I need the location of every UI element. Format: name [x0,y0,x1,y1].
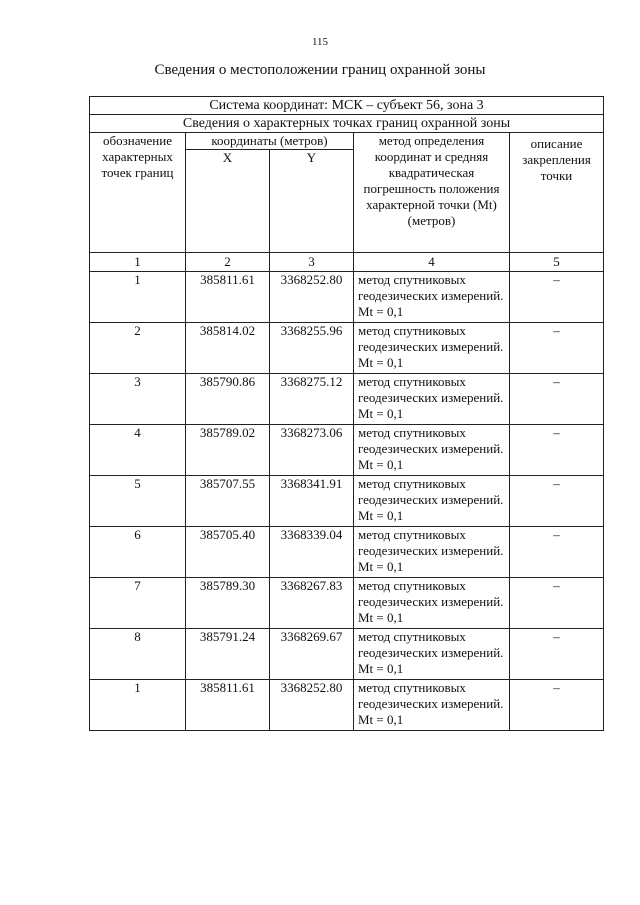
column-number: 4 [354,253,510,272]
point-number-cell: 7 [90,578,186,629]
column-numbers-row [90,253,604,272]
method-cell: метод спутниковых геодезических измерений. Mt = 0,1 [354,527,510,578]
table-row [90,629,604,680]
coordinate-system-row [90,97,604,115]
point-number-cell: 5 [90,476,186,527]
document-title: Сведения о местоположении границ охранной зоны [154,62,486,78]
point-number-cell: 3 [90,374,186,425]
description-cell: – [510,272,604,323]
point-number-cell: 2 [90,323,186,374]
header-coordinates: координаты (метров) [186,133,354,150]
method-cell: метод спутниковых геодезических измерений. Mt = 0,1 [354,425,510,476]
description-cell: – [510,323,604,374]
y-coordinate-cell: 3368252.80 [270,680,354,731]
x-coordinate-cell: 385814.02 [186,323,270,374]
table-row [90,323,604,374]
method-cell: метод спутниковых геодезических измерений. Mt = 0,1 [354,374,510,425]
point-number-cell: 8 [90,629,186,680]
y-coordinate-cell: 3368269.67 [270,629,354,680]
method-cell: метод спутниковых геодезических измерений. Mt = 0,1 [354,476,510,527]
table-body [90,272,604,731]
boundary-points-table [89,96,604,731]
method-cell: метод спутниковых геодезических измерений. Mt = 0,1 [354,680,510,731]
y-coordinate-cell: 3368255.96 [270,323,354,374]
header-method: метод определения координат и средняя квадратическая погрешность положения характерной точки (Mt) (метров) [354,133,510,253]
method-cell: метод спутниковых геодезических измерений. Mt = 0,1 [354,629,510,680]
column-number: 2 [186,253,270,272]
table-row [90,578,604,629]
table-row [90,272,604,323]
method-cell: метод спутниковых геодезических измерений. Mt = 0,1 [354,272,510,323]
points-info-label: Сведения о характерных точках границ охранной зоны [90,115,604,133]
table-row [90,680,604,731]
table-row [90,374,604,425]
point-number-cell: 4 [90,425,186,476]
x-coordinate-cell: 385790.86 [186,374,270,425]
method-cell: метод спутниковых геодезических измерений. Mt = 0,1 [354,578,510,629]
y-coordinate-cell: 3368252.80 [270,272,354,323]
x-coordinate-cell: 385791.24 [186,629,270,680]
column-number: 3 [270,253,354,272]
header-designation: обозначение характерных точек границ [90,133,186,253]
description-cell: – [510,476,604,527]
y-coordinate-cell: 3368273.06 [270,425,354,476]
y-coordinate-cell: 3368267.83 [270,578,354,629]
point-number-cell: 1 [90,272,186,323]
description-cell: – [510,527,604,578]
x-coordinate-cell: 385811.61 [186,680,270,731]
point-number-cell: 1 [90,680,186,731]
x-coordinate-cell: 385789.02 [186,425,270,476]
column-number: 5 [510,253,604,272]
description-cell: – [510,425,604,476]
header-row-1 [90,133,604,150]
method-cell: метод спутниковых геодезических измерений. Mt = 0,1 [354,323,510,374]
points-info-row [90,115,604,133]
y-coordinate-cell: 3368339.04 [270,527,354,578]
table-row [90,476,604,527]
y-coordinate-cell: 3368341.91 [270,476,354,527]
header-description: описание закрепления точки [510,133,604,253]
page-number: 115 [311,36,329,48]
table-row [90,425,604,476]
header-y: Y [270,150,354,253]
description-cell: – [510,680,604,731]
table-row [90,527,604,578]
description-cell: – [510,578,604,629]
point-number-cell: 6 [90,527,186,578]
x-coordinate-cell: 385707.55 [186,476,270,527]
x-coordinate-cell: 385705.40 [186,527,270,578]
description-cell: – [510,374,604,425]
header-x: X [186,150,270,253]
column-number: 1 [90,253,186,272]
x-coordinate-cell: 385789.30 [186,578,270,629]
description-cell: – [510,629,604,680]
y-coordinate-cell: 3368275.12 [270,374,354,425]
x-coordinate-cell: 385811.61 [186,272,270,323]
coordinate-system-label: Система координат: МСК – субъект 56, зона 3 [90,97,604,115]
